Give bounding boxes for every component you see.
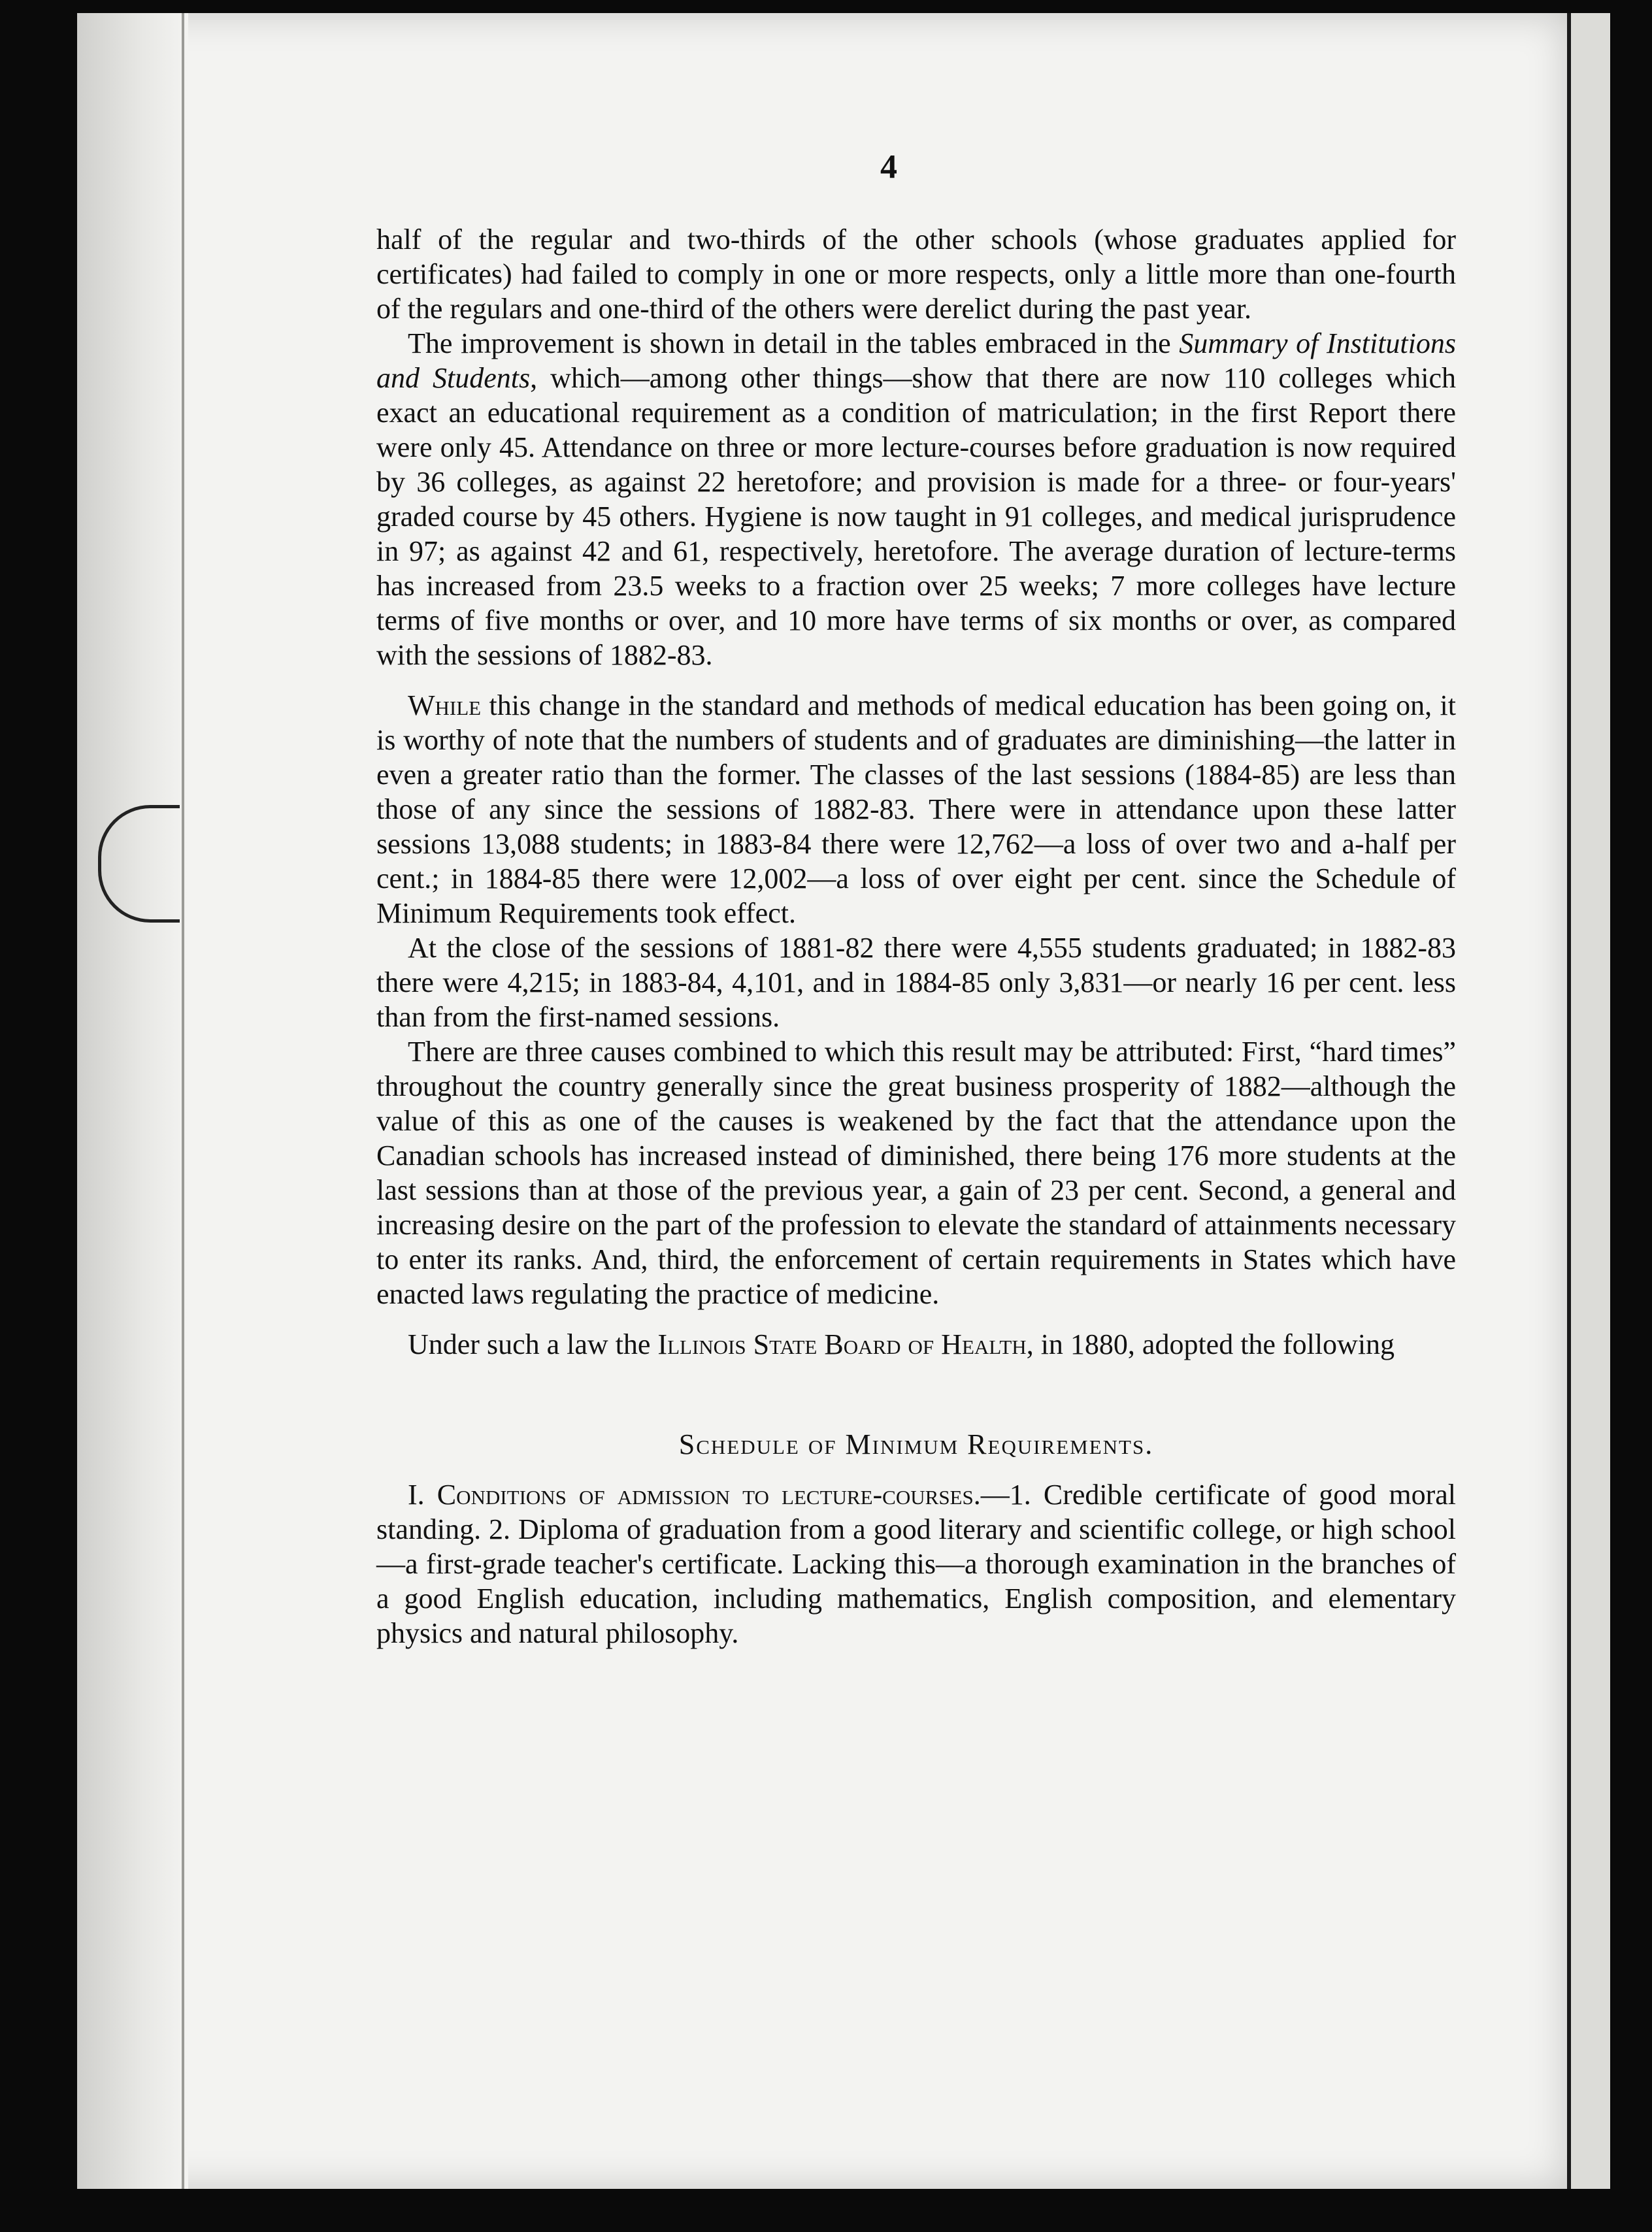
paragraph-text: , in 1880, adopted the following xyxy=(1026,1328,1395,1360)
document-body xyxy=(376,222,1456,1650)
paragraph-text: Under such a law the xyxy=(408,1328,658,1360)
paragraph-while xyxy=(376,688,1456,930)
paragraph-text: There are three causes combined to which this result may be attributed: First, “hard times” throughout the country generally since the great business prosperity of 1882—although the value of this as one of the causes is weakened by the fact that the attendance upon the Canadian schools has increased instead of diminished, there being 176 more students at the last sessions than at those of the previous year, a gain of 23 per cent. Second, a general and increasing desire on the part of the profession to elevate the standard of attainments necessary to enter its ranks. And, third, the enforcement of certain requirements in States which have enacted laws regulating the practice of medicine. xyxy=(376,1036,1456,1310)
paragraph-lead-word: While xyxy=(408,689,482,721)
page-number: 4 xyxy=(880,148,897,186)
paragraph-text: this change in the standard and methods of medical education has been going on, it is worthy of note that the numbers of students and of graduates are diminishing—the latter in even a greater ratio than the former. The classes of the last sessions (1884-85) are less than those of any since the sessions of 1882-83. There were in attendance upon these latter sessions 13,088 students; in 1883-84 there were 12,762—a loss of over two and a-half per cent.; in 1884-85 there were 12,002—a loss of over eight per cent. since the Schedule of Minimum Requirements took effect. xyxy=(376,689,1456,929)
board-name: Illinois State Board of Health xyxy=(657,1328,1027,1360)
page-fold-line xyxy=(182,13,184,2189)
page-gutter xyxy=(77,13,188,2189)
paragraph-causes xyxy=(376,1034,1456,1311)
paragraph-continuation xyxy=(376,222,1456,326)
paragraph-graduates xyxy=(376,930,1456,1034)
schedule-item-number: I. xyxy=(408,1479,425,1511)
schedule-heading: Schedule of Minimum Requirements. xyxy=(678,1428,1154,1460)
paragraph-text: At the close of the sessions of 1881-82 there were 4,555 students graduated; in 1882-83 there were 4,215; in 1883-84, 4,101, and in 1884-85 only 3,831—or nearly 16 per cent. less than from the first-named sessions. xyxy=(376,932,1456,1033)
schedule-item-text: —1. Credible certificate of good moral standing. 2. Diploma of graduation from a good literary and scientific college, or high school—a first-grade teacher's certificate. Lacking this—a thorough examination in the branches of a good English education, including mathematics, English composition, and elementary physics and natural philosophy. xyxy=(376,1479,1457,1649)
schedule-item-title: Conditions of admission to lecture-courses. xyxy=(437,1479,981,1511)
adjacent-page-edge xyxy=(1567,13,1610,2189)
schedule-item xyxy=(376,1477,1456,1650)
paragraph-improvement xyxy=(376,326,1456,672)
paragraph-illinois xyxy=(376,1327,1456,1362)
paragraph-text: The improvement is shown in detail in the tables embraced in the xyxy=(408,327,1180,359)
paragraph-text: , which—among other things—show that there are now 110 colleges which exact an educational requirement as a condition of matriculation; in the first Report there were only 45. Attendance on three or more lecture-courses before graduation is now required by 36 colleges, as against 22 heretofore; and provision is made for a three- or four-years' graded course by 45 others. Hygiene is now taught in 91 colleges, and medical jurisprudence in 97; as against 42 and 61, respectively, heretofore. The average duration of lecture-terms has increased from 23.5 weeks to a fraction over 25 weeks; 7 more colleges have lecture terms of five months or over, and 10 more have terms of six months or over, as compared with the sessions of 1882-83. xyxy=(376,362,1456,671)
paragraph-text: half of the regular and two-thirds of the other schools (whose graduates applied for certificates) had failed to comply in one or more respects, only a little more than one-fourth of the regulars and one-third of the others were derelict during the past year. xyxy=(376,223,1456,325)
summary-title: Summary of Institutions and Students xyxy=(376,327,1456,394)
